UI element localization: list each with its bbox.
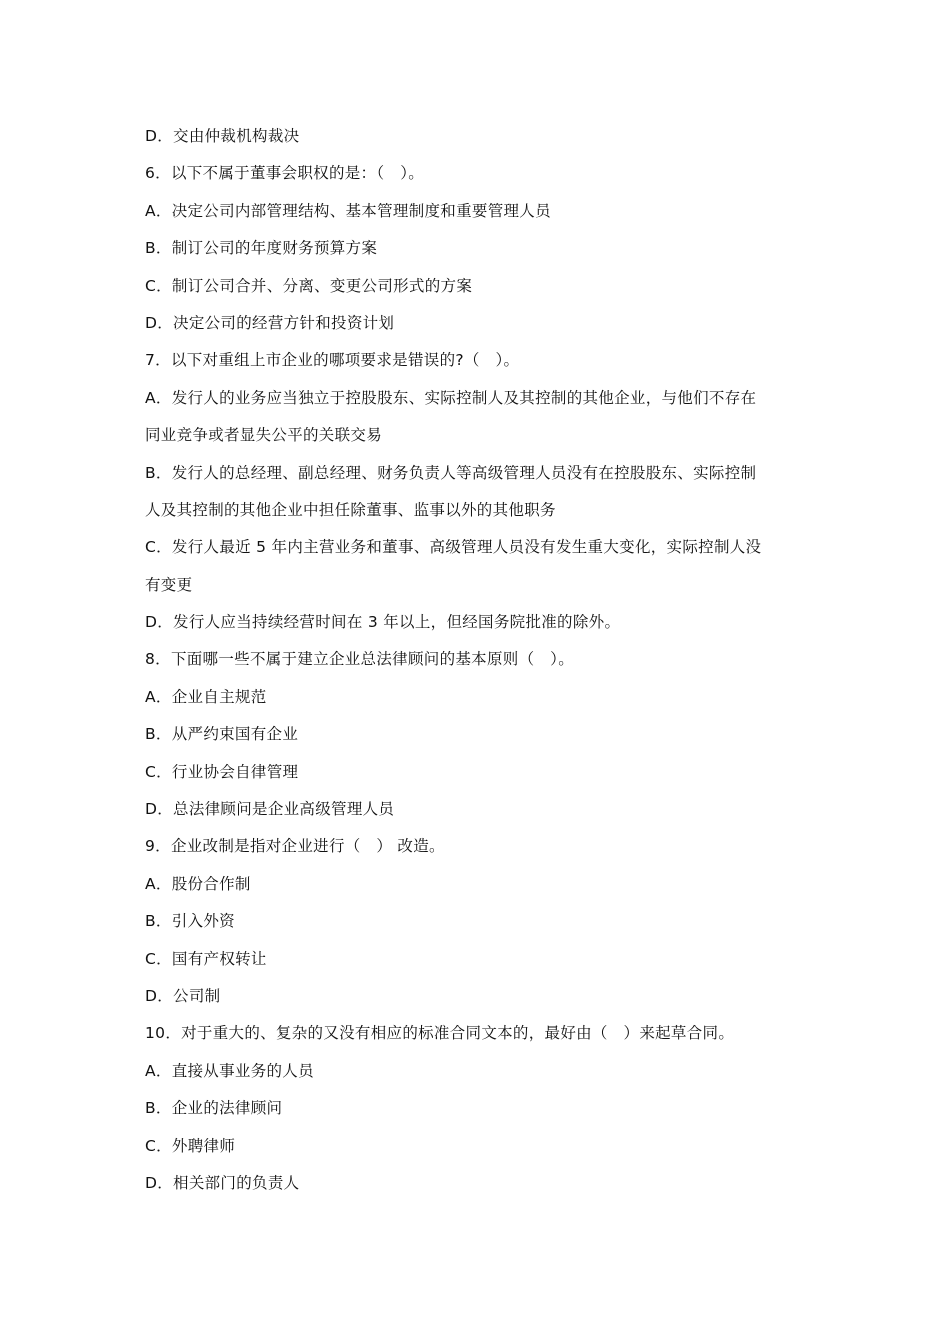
- option-line: B．制订公司的年度财务预算方案: [145, 239, 378, 258]
- option-line: B．企业的法律顾问: [145, 1099, 283, 1118]
- option-line: A．企业自主规范: [145, 687, 267, 706]
- option-line: C．国有产权转让: [145, 949, 267, 968]
- option-line: B．引入外资: [145, 912, 235, 931]
- option-line: B．发行人的总经理、副总经理、财务负责人等高级管理人员没有在控股股东、实际控制: [145, 463, 757, 482]
- option-line: D．相关部门的负责人: [145, 1173, 300, 1192]
- option-continuation-line: 同业竞争或者显失公平的关联交易: [145, 426, 383, 445]
- document-body: [145, 118, 805, 1202]
- option-line: D．交由仲裁机构裁决: [145, 127, 300, 145]
- option-line: B．从严约束国有企业: [145, 725, 299, 744]
- option-line: A．决定公司内部管理结构、基本管理制度和重要管理人员: [145, 201, 551, 220]
- option-line: C．发行人最近 5 年内主营业务和董事、高级管理人员没有发生重大变化，实际控制人没: [145, 538, 762, 557]
- option-line: A．直接从事业务的人员: [145, 1061, 314, 1080]
- option-continuation-line: 有变更: [145, 575, 193, 594]
- option-line: D．决定公司的经营方针和投资计划: [145, 313, 395, 332]
- option-line: C．制订公司合并、分离、变更公司形式的方案: [145, 276, 473, 295]
- question-line: 9．企业改制是指对企业进行（ ） 改造。: [145, 837, 445, 856]
- option-line: D．发行人应当持续经营时间在 3 年以上，但经国务院批准的除外。: [145, 613, 621, 632]
- question-line: 7．以下对重组上市企业的哪项要求是错误的?（ ）。: [145, 351, 520, 370]
- option-line: A．发行人的业务应当独立于控股股东、实际控制人及其控制的其他企业，与他们不存在: [145, 388, 757, 407]
- option-line: A．股份合作制: [145, 874, 251, 893]
- option-line: D．公司制: [145, 986, 221, 1005]
- question-line: 8．下面哪一些不属于建立企业总法律顾问的基本原则（ ）。: [145, 650, 575, 669]
- question-line: 10．对于重大的、复杂的又没有相应的标准合同文本的，最好由（ ）来起草合同。: [145, 1024, 735, 1043]
- option-continuation-line: 人及其控制的其他企业中担任除董事、监事以外的其他职务: [145, 500, 556, 519]
- option-line: C．行业协会自律管理: [145, 762, 299, 781]
- question-line: 6．以下不属于董事会职权的是：（ ）。: [145, 164, 425, 183]
- option-line: D．总法律顾问是企业高级管理人员: [145, 800, 395, 819]
- option-line: C．外聘律师: [145, 1136, 236, 1155]
